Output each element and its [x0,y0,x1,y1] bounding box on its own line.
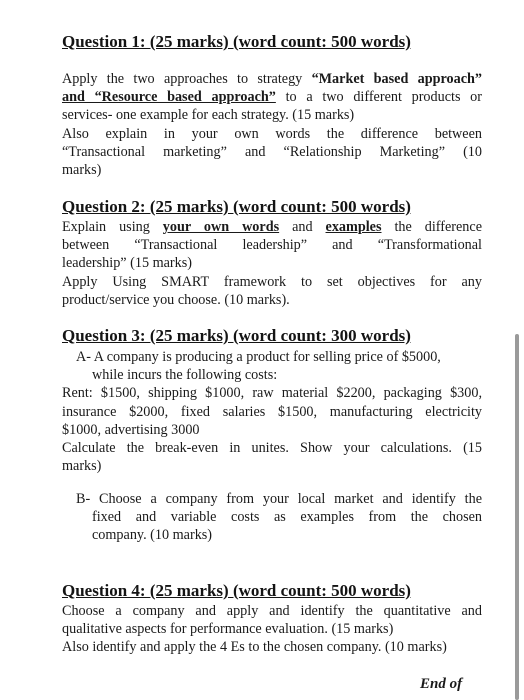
q3b-line: fixed and variable costs as examples from the chosen [92,509,482,526]
q3-line: marks) [62,458,102,475]
q4-line: Choose a company and apply and identify the quantitative and [62,603,482,619]
q1-line: services- one example for each strategy. (15 marks) [62,107,355,124]
question-3-body [62,348,482,475]
question-4-heading: Question 4: (25 marks) (word count: 500 words) [62,581,411,600]
market-based-approach: “Market based approach” [311,71,482,87]
q3-line: while incurs the following costs: [92,367,278,384]
question-1-body [62,70,482,179]
q3-line: Calculate the break-even in unites. Show your calculations. (15 [62,440,482,457]
q3-line: $1000, advertising 3000 [62,421,200,438]
q4-line: Also identify and apply the 4 Es to the chosen company. (10 marks) [62,639,447,656]
vertical-scrollbar[interactable] [515,334,519,700]
question-3-heading: Question 3: (25 marks) (word count: 300 words) [62,326,411,345]
q4-line: qualitative aspects for performance evaluation. (15 marks) [62,621,394,638]
resource-based-approach: and “Resource based approach” [62,89,276,106]
q2-line: product/service you choose. (10 marks). [62,291,290,308]
question-2-body [62,218,482,309]
q3b-line: B- Choose a company from your local market and identify the [76,491,482,507]
q3-line: A- A company is producing a product for selling price of $5000, [76,349,441,365]
q1-line: Apply the two approaches to strategy “Market based approach” [62,71,482,87]
q3-line: Rent: $1500, shipping $1000, raw material $2200, packaging $300, [62,385,482,402]
q1-line: marks) [62,162,102,179]
question-4-body [62,602,482,657]
q2-line: leadership” (15 marks) [62,255,193,272]
q1-line: “Transactional marketing” and “Relationship Marketing” (10 [62,143,482,160]
question-1-heading: Question 1: (25 marks) (word count: 500 words) [62,32,411,51]
q2-line: between “Transactional leadership” and “Transformational [62,237,482,254]
your-own-words: your own words [162,219,280,235]
q1-line: Also explain in your own words the difference between [62,125,482,142]
q3-line: insurance $2000, fixed salaries $1500, manufacturing electricity [62,403,482,420]
examples: examples [325,219,382,235]
q3b-line: company. (10 marks) [92,527,213,544]
question-3b-body [62,490,482,545]
q2-line: Explain using your own words and examples the difference [62,219,482,235]
end-of-label: End of [420,676,463,692]
question-2-heading: Question 2: (25 marks) (word count: 500 words) [62,197,411,216]
q1-line: and “Resource based approach” to a two different products or [62,89,482,106]
q2-line: Apply Using SMART framework to set objectives for any [62,273,482,290]
